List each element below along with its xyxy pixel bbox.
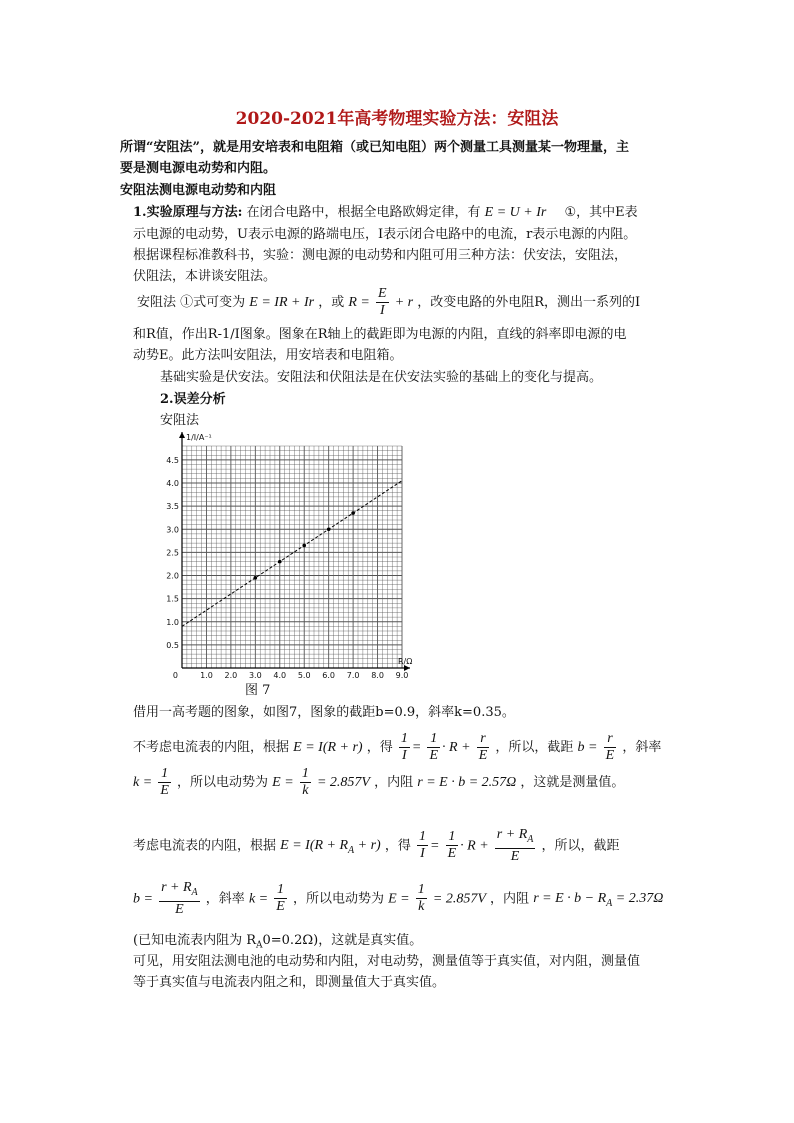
p7-line: 考虑电流表的内阻，根据 $E = I(R + R_A + r)$ ，得 $\frac{1}{I}$ = $\frac{1}{E}$ · R + $\frac{r + R_A}{E}$ ，所以，截距 (133, 827, 620, 864)
s1-line-2: 示电源的电动势，U表示电源的路端电压，I表示闭合电路中的电流，r表示电源的内阻。 (133, 227, 637, 242)
p8-formula: r = E · b − R (533, 891, 607, 907)
x-axis-label: R/Ω (398, 657, 413, 666)
s1-line-1 (133, 202, 638, 223)
y-axis-label: 1/I/A⁻¹ (186, 433, 212, 442)
fit-line (182, 481, 402, 627)
p5-text-b: ，得 (366, 740, 393, 755)
p2-fraction (376, 286, 389, 319)
p2-text-c: ，改变电路的外电阻R，测出一系列的I (417, 295, 641, 310)
y-tick-label: 3.5 (166, 502, 179, 512)
y-tick-label: 1.0 (166, 617, 179, 627)
p2-frac-den: I (379, 303, 385, 318)
intro-line-1: 所谓“安阻法”，就是用安培表和电阻箱（或已知电阻）两个测量工具测量某一物理量，主 (120, 140, 629, 155)
x-tick-label: 0 (172, 671, 178, 680)
p2-line-1 (137, 286, 640, 320)
p7-text-b: ，得 (384, 838, 411, 854)
p8-text-a: ，斜率 (205, 891, 245, 907)
section-heading: 安阻法测电源电动势和内阻 (120, 183, 277, 198)
s1-formula: E = U + Ir (484, 205, 547, 220)
p5-frac-2: $\frac{1}{E}$ (429, 731, 439, 763)
data-point (278, 560, 282, 564)
data-point (254, 576, 258, 580)
p8-frac-3: $\frac{1}{k}$ (417, 882, 425, 915)
data-point (327, 527, 331, 531)
p2-formula-tail: + r (394, 295, 414, 310)
x-tick-label: 8.0 (371, 671, 384, 680)
p8-formula-end: = 2.37Ω (615, 891, 664, 907)
p7-formula: E = I(R + R (280, 838, 349, 854)
p2-frac-num: E (378, 286, 387, 301)
p2-line-2: 和R值，作出R-1/I图象。图象在R轴上的截距即为电源的内阻，直线的斜率即电源的电 (133, 327, 627, 342)
p9-end: 0=0.2Ω)，这就是真实值。 (262, 933, 423, 948)
p6-frac-2: $\frac{1}{k}$ (301, 766, 309, 798)
p6-formula: r = E · b = 2.57Ω (417, 775, 517, 790)
p5-formula-1: E = I(R + r) (293, 740, 363, 755)
s1-mark: ①，其中E表 (564, 205, 638, 220)
p9-sub: A (256, 940, 263, 951)
p2-line-3: 动势E。此方法叫安阻法，用安培表和电阻箱。 (133, 348, 403, 363)
y-tick-label: 0.5 (166, 640, 179, 650)
p5-frac-3: $\frac{r}{E}$ (478, 731, 488, 763)
p2-text-b: ，或 (318, 295, 345, 310)
s2-label: 2.误差分析 (160, 392, 226, 407)
p2-text-a: 安阻法 ①式可变为 (137, 295, 246, 310)
p10-line-1: 可见，用安阻法测电池的电动势和内阻，对电动势，测量值等于真实值，对内阻，测量值 (133, 954, 641, 969)
x-tick-label: 3.0 (248, 671, 262, 680)
p5-text-a: 不考虑电流表的内阻，根据 (133, 740, 290, 755)
p5-line: 不考虑电流表的内阻，根据 E = I(R + r) ，得 $\frac{1}{I}$ = $\frac{1}{E}$ · R + $\frac{r}{E}$ ，所以，截距 b = $\frac{r}{E}$ ，斜率 (133, 731, 662, 763)
p8-frac-2: $\frac{1}{E}$ (276, 882, 285, 915)
p8-formula-sub: A (606, 898, 613, 910)
y-tick-label: 4.0 (166, 479, 179, 488)
p6-text-c: ，内阻 (374, 775, 414, 790)
s1-text: 在闭合电路中，根据全电路欧姆定律，有 (246, 205, 481, 220)
p2-formula-1: E = IR + Ir (249, 295, 315, 310)
s1-line-4: 伏阻法，本讲谈安阻法。 (133, 269, 277, 284)
p5-text-c: ，所以，截距 (495, 740, 574, 755)
p4: 借用一高考题的图象，如图7，图象的截距b=0.9，斜率k=0.35。 (133, 705, 515, 720)
p7-text-a: 考虑电流表的内阻，根据 (133, 838, 277, 854)
p8-line: b = $\frac{r + R_A}{E}$ ，斜率 k = $\frac{1}{E}$ ，所以电动势为 E = $\frac{1}{k}$ = 2.857V ，内阻 $r = E \cdot b - R_A = 2.37\Omega$ (133, 880, 664, 917)
y-tick-label: 3.0 (166, 525, 179, 535)
y-tick-label: 2.5 (166, 548, 179, 558)
p9-text: (已知电流表内阻为 R (133, 933, 256, 948)
p8-emf-value: = 2.857V (432, 891, 486, 907)
x-tick-label: 7.0 (346, 671, 360, 680)
figure-caption: 图 7 (245, 683, 271, 698)
x-tick-label: 6.0 (322, 671, 336, 680)
p7-text-c: ，所以，截距 (541, 838, 620, 854)
p8-text-d: ，内阻 (490, 891, 530, 907)
data-point (302, 544, 306, 548)
x-tick-label: 5.0 (297, 671, 311, 680)
y-tick-label: 2.0 (166, 571, 179, 581)
p8-text-b: ，所以电动势为 (292, 891, 384, 907)
p10-line-2: 等于真实值与电流表内阻之和，即测量值大于真实值。 (133, 975, 446, 990)
p3: 基础实验是伏安法。安阻法和伏阻法是在伏安法实验的基础上的变化与提高。 (160, 370, 603, 385)
s1-label: 1.实验原理与方法: (133, 205, 243, 220)
intro-line-2: 要是测电源电动势和内阻。 (120, 161, 277, 176)
p6-text-a: ，所以电动势为 (177, 775, 269, 790)
x-tick-label: 2.0 (224, 671, 238, 680)
data-point (351, 511, 355, 515)
p2-formula-r: R = (348, 295, 370, 310)
p5-text-d: ，斜率 (622, 740, 662, 755)
p7-formula-sub: A (348, 845, 355, 857)
p5-frac-4: $\frac{r}{E}$ (605, 731, 615, 763)
p6-text-d: ，这就是测量值。 (520, 775, 625, 790)
y-axis-arrow (179, 432, 185, 438)
y-tick-label: 1.5 (166, 594, 179, 604)
p6-emf-value: = 2.857V (316, 775, 370, 790)
x-tick-label: 1.0 (200, 671, 213, 680)
p7-frac-3: $\frac{r + R_A}{E}$ (496, 827, 534, 864)
page-title: 2020-2021年高考物理实验方法：安阻法 (235, 109, 559, 129)
p7-frac-1: $\frac{1}{I}$ (419, 829, 426, 862)
p5-frac-1: $\frac{1}{I}$ (400, 731, 408, 763)
p8-frac-1: $\frac{r + R_A}{E}$ (161, 880, 198, 917)
p7-formula-end: + r) (357, 838, 381, 854)
x-tick-label: 4.0 (273, 671, 287, 680)
y-tick-label: 4.5 (166, 455, 179, 465)
p7-frac-2: $\frac{1}{E}$ (447, 829, 457, 862)
x-tick-label: 9.0 (395, 671, 409, 680)
graph-figure-7 (160, 428, 420, 686)
p6-frac-1: $\frac{1}{E}$ (160, 766, 169, 798)
s1-line-3: 根据课程标准教科书，实验：测电源的电动势和内阻可用三种方法：伏安法，安阻法， (133, 248, 628, 263)
p6-line: k = $\frac{1}{E}$ ，所以电动势为 E = $\frac{1}{k}$ = 2.857V ，内阻 r = E · b = 2.57Ω ，这就是测量值。 (133, 766, 625, 798)
s2-sub: 安阻法 (160, 413, 200, 428)
